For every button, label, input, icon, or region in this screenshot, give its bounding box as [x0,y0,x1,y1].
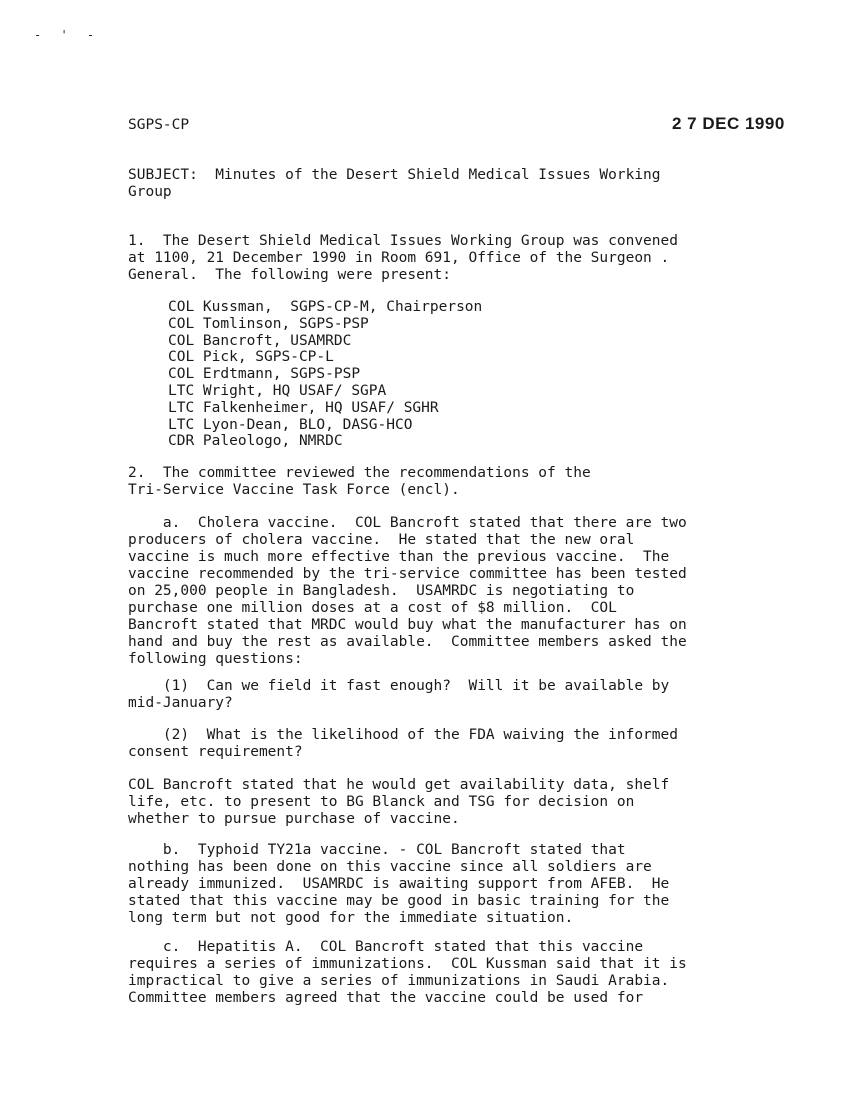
cholera-conclusion [128,777,788,828]
text-line: 1. The Desert Shield Medical Issues Working Group was convened [128,233,678,249]
text-line: stated that this vaccine may be good in basic training for the [128,893,670,909]
text-line: Tri-Service Vaccine Task Force (encl). [128,482,460,498]
text-line: a. Cholera vaccine. COL Bancroft stated that there are two [128,515,687,531]
text-line: COL Bancroft stated that he would get availability data, shelf [128,777,670,793]
text-line: nothing has been done on this vaccine since all soldiers are [128,859,652,875]
text-line: Committee members agreed that the vaccine could be used for [128,990,644,1006]
attendee: COL Kussman, SGPS-CP-M, Chairperson [168,299,483,315]
attendee: CDR Paleologo, NMRDC [168,433,343,450]
text-line: b. Typhoid TY21a vaccine. - COL Bancroft stated that [128,842,626,858]
paragraph-c-hepatitis [128,939,788,1007]
text-line: requires a series of immunizations. COL Kussman said that it is [128,956,687,972]
text-line: purchase one million doses at a cost of $8 million. COL [128,600,617,616]
attendee: LTC Wright, HQ USAF/ SGPA [168,382,387,399]
question-1 [128,678,788,712]
subject-line [128,167,788,201]
text-line: consent requirement? [128,744,303,760]
text-line: (1) Can we field it fast enough? Will it be available by [128,678,670,694]
attendee: LTC Falkenheimer, HQ USAF/ SGHR [168,399,439,416]
attendee: COL Bancroft, USAMRDC [168,332,352,349]
text-line: 2. The committee reviewed the recommendations of the [128,465,591,481]
question-2 [128,727,788,761]
subject-line-2: Group [128,184,172,200]
paragraph-b-typhoid [128,842,788,927]
subject-line-1: SUBJECT: Minutes of the Desert Shield Medical Issues Working [128,167,661,183]
scan-specks: - ' - [34,28,101,42]
attendee: COL Pick, SGPS-CP-L [168,349,334,366]
text-line: Bancroft stated that MRDC would buy what the manufacturer has on [128,617,687,633]
text-line: life, etc. to present to BG Blanck and TSG for decision on [128,794,635,810]
text-line: on 25,000 people in Bangladesh. USAMRDC is negotiating to [128,583,635,599]
text-line: vaccine recommended by the tri-service committee has been tested [128,566,687,582]
attendee: LTC Lyon-Dean, BLO, DASG-HCO [168,416,413,433]
text-line: at 1100, 21 December 1990 in Room 691, Office of the Surgeon . [128,250,670,266]
text-line: (2) What is the likelihood of the FDA waiving the informed [128,727,678,743]
paragraph-2 [128,465,788,499]
text-line: General. The following were present: [128,267,452,283]
text-line: mid-January? [128,695,233,711]
date-stamp: 2 7 DEC 1990 [672,114,785,133]
office-symbol: SGPS-CP [128,117,190,133]
text-line: vaccine is much more effective than the previous vaccine. The [128,549,670,565]
attendee-list [168,299,482,450]
text-line: hand and buy the rest as available. Committee members asked the [128,634,687,650]
text-line: following questions: [128,651,303,667]
paragraph-a-cholera [128,515,788,668]
attendee: COL Erdtmann, SGPS-PSP [168,366,361,383]
text-line: impractical to give a series of immunizations in Saudi Arabia. [128,973,670,989]
text-line: c. Hepatitis A. COL Bancroft stated that this vaccine [128,939,644,955]
text-line: producers of cholera vaccine. He stated that the new oral [128,532,635,548]
text-line: whether to pursue purchase of vaccine. [128,811,460,827]
text-line: already immunized. USAMRDC is awaiting support from AFEB. He [128,876,670,892]
text-line: long term but not good for the immediate situation. [128,910,574,926]
paragraph-1 [128,233,788,284]
attendee: COL Tomlinson, SGPS-PSP [168,315,369,332]
